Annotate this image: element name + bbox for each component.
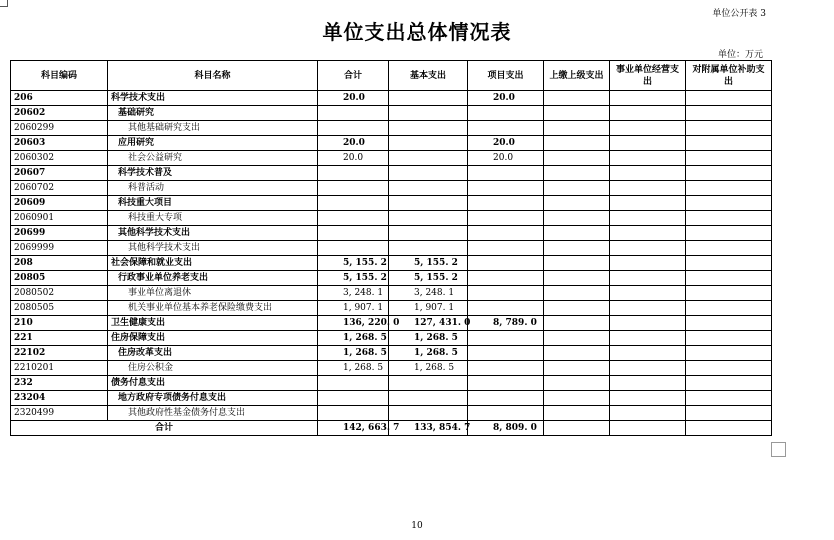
cell-basic [389,391,468,406]
cell-project [468,346,544,361]
cell-basic [389,241,468,256]
cell-upper [544,196,610,211]
cell-name: 科普活动 [108,181,318,196]
cell-upper [544,376,610,391]
cell-upper [544,391,610,406]
cell-code: 2210201 [11,361,108,376]
cell-business [610,376,686,391]
col-header-business: 事业单位经营支出 [610,61,686,91]
cell-subsidy [686,286,772,301]
cell-project [468,196,544,211]
cell-basic: 127, 431. 0 [389,316,468,331]
total-upper [544,421,610,436]
cell-business [610,211,686,226]
cell-total: 1, 268. 5 [318,361,389,376]
cell-total [318,196,389,211]
cell-total: 20.0 [318,151,389,166]
cell-name: 债务付息支出 [108,376,318,391]
cell-code: 221 [11,331,108,346]
table-row [11,256,772,271]
cell-code: 2060702 [11,181,108,196]
cell-project [468,121,544,136]
table-row [11,151,772,166]
cell-code: 208 [11,256,108,271]
cell-name: 其他科学技术支出 [108,241,318,256]
cell-code: 23204 [11,391,108,406]
table-row [11,121,772,136]
cell-subsidy [686,256,772,271]
total-row [11,421,772,436]
cell-name: 其他科学技术支出 [108,226,318,241]
cell-project: 20.0 [468,136,544,151]
cell-name: 机关事业单位基本养老保险缴费支出 [108,301,318,316]
cell-business [610,301,686,316]
cell-business [610,151,686,166]
cell-subsidy [686,391,772,406]
cell-code: 20602 [11,106,108,121]
cell-subsidy [686,346,772,361]
cell-subsidy [686,121,772,136]
cell-total [318,226,389,241]
cell-name: 其他政府性基金债务付息支出 [108,406,318,421]
cell-business [610,106,686,121]
cell-project [468,271,544,286]
col-header-name: 科目名称 [108,61,318,91]
col-header-project: 项目支出 [468,61,544,91]
cell-upper [544,331,610,346]
cell-basic [389,151,468,166]
cell-subsidy [686,166,772,181]
table-row [11,301,772,316]
total-project: 8, 809. 0 [468,421,544,436]
cell-project [468,256,544,271]
cell-upper [544,406,610,421]
cell-project [468,106,544,121]
cell-upper [544,136,610,151]
cell-subsidy [686,301,772,316]
cell-basic [389,91,468,106]
cell-subsidy [686,136,772,151]
table-body [11,91,772,421]
table-row [11,391,772,406]
cell-business [610,166,686,181]
cell-code: 20607 [11,166,108,181]
cell-subsidy [686,196,772,211]
cell-name: 社会公益研究 [108,151,318,166]
cell-basic [389,226,468,241]
cell-upper [544,316,610,331]
cell-business [610,121,686,136]
table-row [11,286,772,301]
cell-code: 22102 [11,346,108,361]
cell-name: 卫生健康支出 [108,316,318,331]
cell-project [468,361,544,376]
table-row [11,166,772,181]
cell-name: 住房改革支出 [108,346,318,361]
cell-upper [544,226,610,241]
cell-name: 科学技术普及 [108,166,318,181]
cell-name: 地方政府专项债务付息支出 [108,391,318,406]
cell-upper [544,271,610,286]
page-title: 单位支出总体情况表 [322,20,512,44]
table-row [11,196,772,211]
cell-upper [544,256,610,271]
cell-business [610,346,686,361]
cell-code: 206 [11,91,108,106]
cell-total [318,406,389,421]
cell-name: 社会保障和就业支出 [108,256,318,271]
side-box [771,442,786,457]
table-row [11,316,772,331]
form-code: 单位公开表 3 [712,9,766,19]
cell-project: 20.0 [468,151,544,166]
col-header-upper: 上缴上级支出 [544,61,610,91]
cell-upper [544,166,610,181]
unit-label: 单位：万元 [718,50,764,60]
cell-name: 科技重大项目 [108,196,318,211]
cell-business [610,331,686,346]
cell-basic: 1, 268. 5 [389,361,468,376]
cell-business [610,226,686,241]
col-header-subsidy: 对附属单位补助支出 [686,61,772,91]
cell-upper [544,91,610,106]
cell-total [318,181,389,196]
cell-subsidy [686,226,772,241]
cell-business [610,391,686,406]
col-header-code: 科目编码 [11,61,108,91]
cell-business [610,361,686,376]
cell-subsidy [686,406,772,421]
cell-project [468,181,544,196]
total-sum: 142, 663. 7 [318,421,389,436]
table-row [11,226,772,241]
col-header-total: 合计 [318,61,389,91]
cell-upper [544,241,610,256]
cell-name: 应用研究 [108,136,318,151]
cell-total: 1, 268. 5 [318,346,389,361]
cell-basic: 5, 155. 2 [389,271,468,286]
cell-total [318,166,389,181]
cell-total [318,121,389,136]
cell-business [610,286,686,301]
cell-project [468,211,544,226]
cell-project [468,391,544,406]
cell-business [610,271,686,286]
cell-business [610,196,686,211]
cell-basic: 3, 248. 1 [389,286,468,301]
table-row [11,241,772,256]
cell-total: 5, 155. 2 [318,271,389,286]
cell-name: 事业单位离退休 [108,286,318,301]
cell-upper [544,121,610,136]
cell-code: 2080505 [11,301,108,316]
cell-basic: 1, 907. 1 [389,301,468,316]
cell-name: 住房保障支出 [108,331,318,346]
table-row [11,136,772,151]
cell-total [318,241,389,256]
cell-project [468,376,544,391]
cell-upper [544,346,610,361]
cell-upper [544,286,610,301]
cell-subsidy [686,331,772,346]
cell-code: 20603 [11,136,108,151]
cell-project [468,241,544,256]
cell-subsidy [686,376,772,391]
cell-business [610,181,686,196]
cell-project: 20.0 [468,91,544,106]
total-label: 合计 [11,421,318,436]
cell-basic [389,211,468,226]
total-basic: 133, 854. 7 [389,421,468,436]
table-row [11,361,772,376]
cell-basic [389,196,468,211]
cell-code: 2069999 [11,241,108,256]
cell-project [468,406,544,421]
cell-code: 2060299 [11,121,108,136]
cell-subsidy [686,316,772,331]
cell-business [610,406,686,421]
cell-basic: 5, 155. 2 [389,256,468,271]
cell-business [610,316,686,331]
total-subsidy [686,421,772,436]
cell-name: 住房公积金 [108,361,318,376]
cell-subsidy [686,211,772,226]
cell-subsidy [686,271,772,286]
cell-project [468,301,544,316]
cell-total: 20.0 [318,136,389,151]
cell-basic [389,121,468,136]
cell-basic [389,181,468,196]
cell-total: 5, 155. 2 [318,256,389,271]
cell-subsidy [686,241,772,256]
cell-basic: 1, 268. 5 [389,346,468,361]
cell-subsidy [686,181,772,196]
cell-total [318,376,389,391]
cell-project [468,226,544,241]
corner-mark [0,0,8,7]
cell-basic [389,406,468,421]
cell-upper [544,151,610,166]
cell-business [610,241,686,256]
cell-basic: 1, 268. 5 [389,331,468,346]
cell-business [610,256,686,271]
cell-subsidy [686,91,772,106]
cell-code: 2080502 [11,286,108,301]
cell-upper [544,181,610,196]
cell-code: 210 [11,316,108,331]
table-row [11,406,772,421]
cell-total: 1, 268. 5 [318,331,389,346]
cell-project: 8, 789. 0 [468,316,544,331]
cell-project [468,331,544,346]
cell-upper [544,361,610,376]
cell-project [468,286,544,301]
cell-name: 行政事业单位养老支出 [108,271,318,286]
cell-total: 1, 907. 1 [318,301,389,316]
table-row [11,91,772,106]
cell-subsidy [686,151,772,166]
cell-code: 20805 [11,271,108,286]
cell-name: 其他基础研究支出 [108,121,318,136]
expenditure-table [10,60,772,436]
page-number: 10 [411,521,423,531]
cell-name: 基础研究 [108,106,318,121]
cell-code: 2060302 [11,151,108,166]
table-row [11,106,772,121]
cell-upper [544,301,610,316]
cell-business [610,91,686,106]
table-row [11,346,772,361]
cell-total [318,211,389,226]
col-header-basic: 基本支出 [389,61,468,91]
total-business [610,421,686,436]
cell-project [468,166,544,181]
cell-code: 20609 [11,196,108,211]
cell-basic [389,106,468,121]
cell-basic [389,136,468,151]
table-row [11,181,772,196]
cell-name: 科学技术支出 [108,91,318,106]
cell-total: 3, 248. 1 [318,286,389,301]
cell-basic [389,166,468,181]
cell-total [318,391,389,406]
cell-subsidy [686,361,772,376]
cell-code: 2320499 [11,406,108,421]
table-row [11,376,772,391]
table-row [11,331,772,346]
cell-basic [389,376,468,391]
table-row [11,211,772,226]
table-row [11,271,772,286]
cell-subsidy [686,106,772,121]
cell-code: 232 [11,376,108,391]
cell-upper [544,211,610,226]
cell-name: 科技重大专项 [108,211,318,226]
cell-upper [544,106,610,121]
cell-total [318,106,389,121]
table-header-row [11,61,772,91]
cell-total: 136, 220. 0 [318,316,389,331]
cell-total: 20.0 [318,91,389,106]
cell-business [610,136,686,151]
cell-code: 20699 [11,226,108,241]
cell-code: 2060901 [11,211,108,226]
